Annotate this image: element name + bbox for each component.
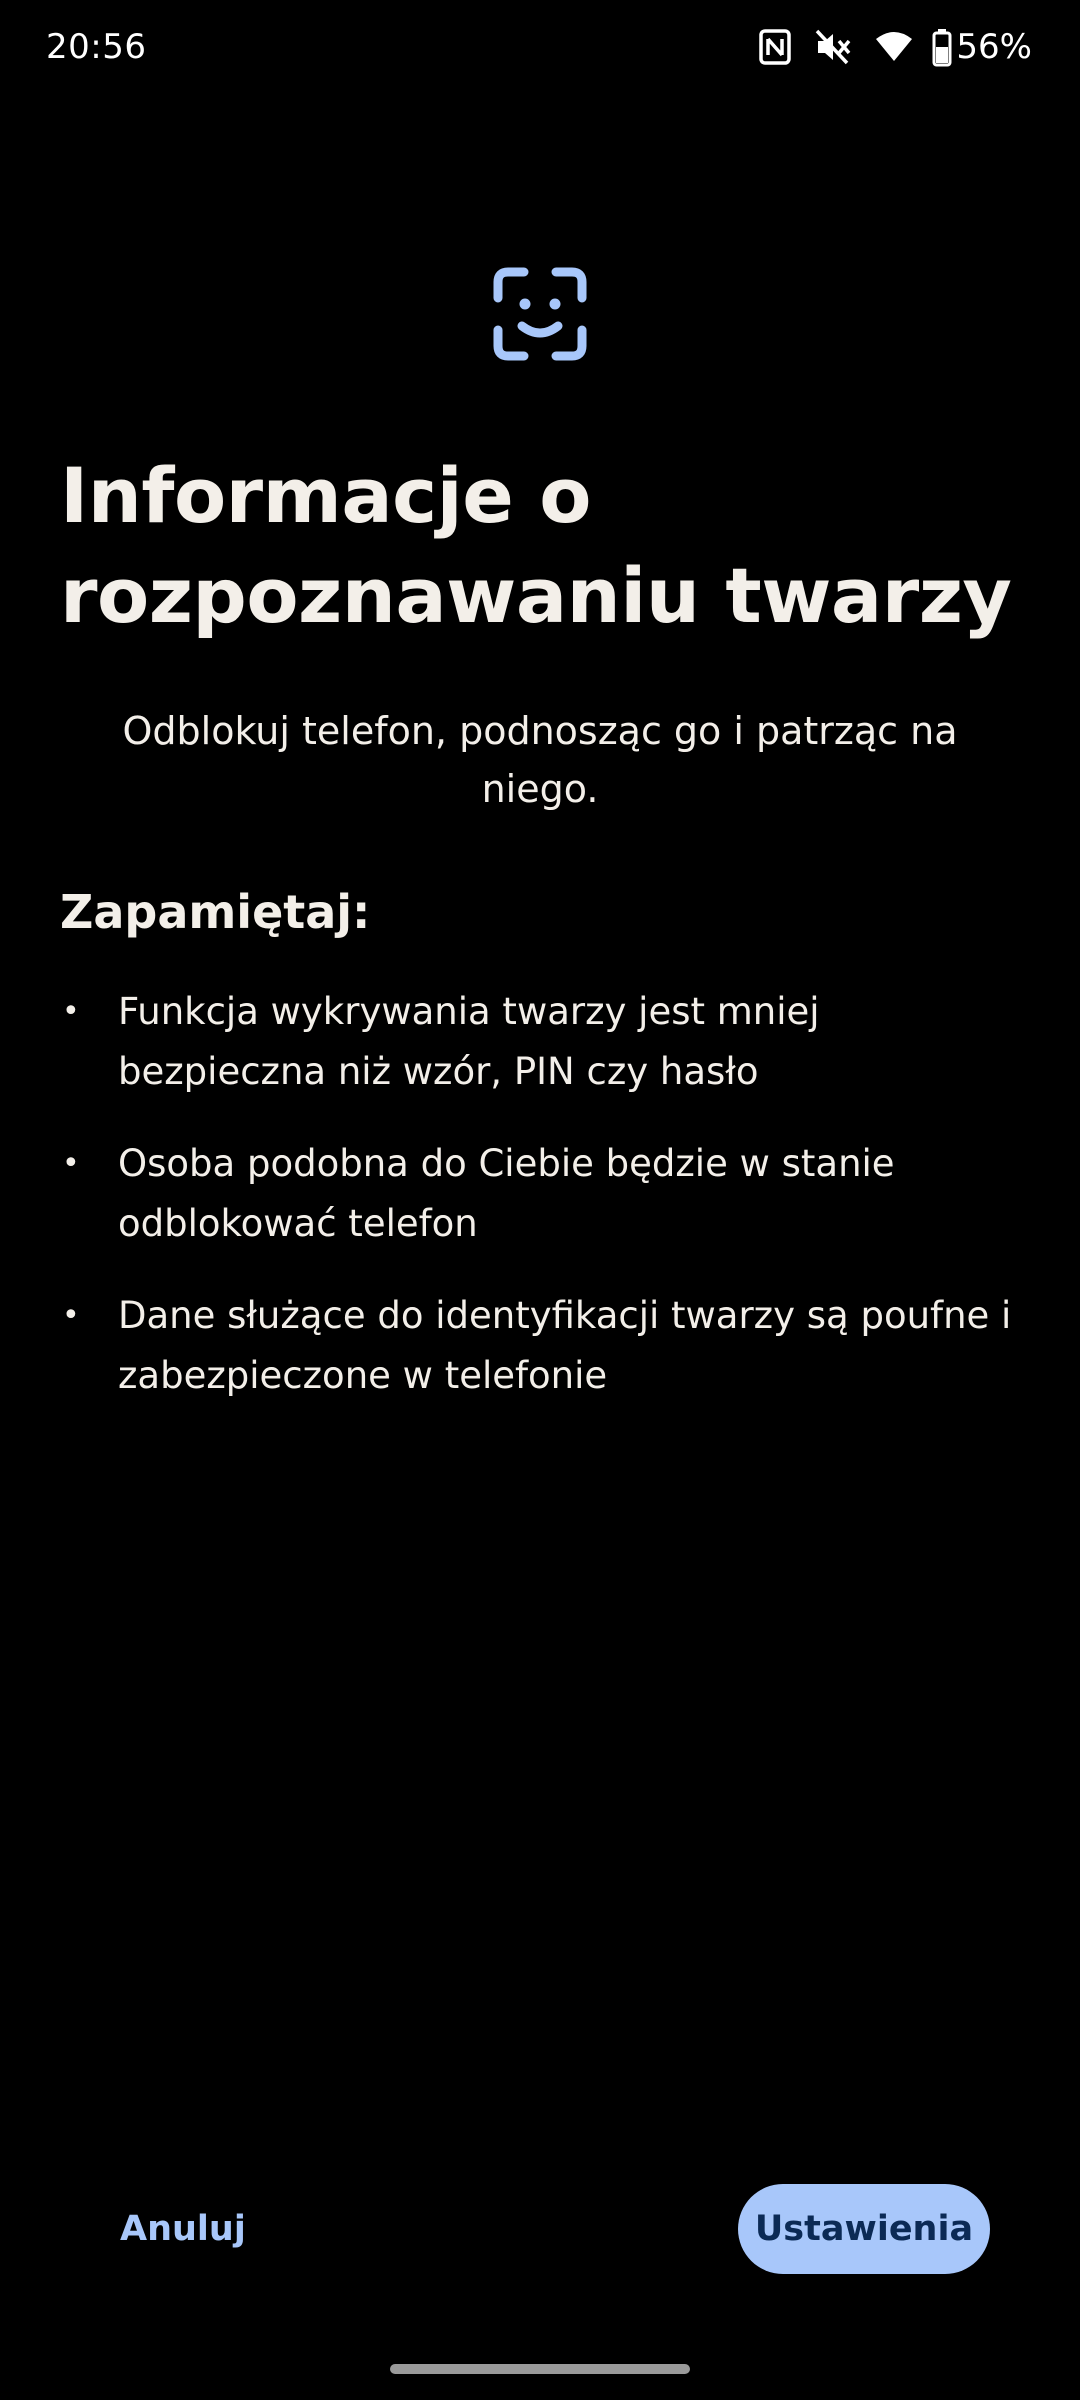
page-subtitle: Odblokuj telefon, podnosząc go i patrząc na niego. — [122, 709, 958, 811]
remember-list — [60, 982, 1020, 1438]
battery-icon — [932, 27, 952, 67]
mute-icon — [814, 27, 852, 67]
list-item-text: Osoba podobna do Ciebie będzie w stanie odblokować telefon — [118, 1142, 895, 1245]
bullet-icon: • — [62, 994, 80, 1029]
status-time: 20:56 — [46, 27, 147, 67]
status-bar — [0, 0, 1080, 96]
home-indicator[interactable] — [390, 2364, 690, 2374]
bullet-icon: • — [62, 1298, 80, 1333]
list-item — [60, 982, 1020, 1102]
face-unlock-icon — [492, 266, 588, 362]
list-item-text: Dane służące do identyfikacji twarzy są poufne i zabezpieczone w telefonie — [118, 1294, 1012, 1397]
remember-heading: Zapamiętaj: — [60, 885, 371, 939]
status-icons — [736, 24, 1032, 70]
list-item-text: Funkcja wykrywania twarzy jest mniej bezpieczna niż wzór, PIN czy hasło — [118, 990, 820, 1093]
list-item — [60, 1134, 1020, 1254]
list-item — [60, 1286, 1020, 1406]
nfc-icon — [758, 27, 792, 67]
cancel-button[interactable]: Anuluj — [120, 2209, 246, 2249]
settings-button[interactable]: Ustawienia — [738, 2184, 990, 2274]
page-title: Informacje o rozpoznawaniu twarzy — [60, 451, 1012, 640]
wifi-icon — [874, 27, 914, 67]
bullet-icon: • — [62, 1146, 80, 1181]
battery-percent: 56% — [956, 27, 1032, 67]
